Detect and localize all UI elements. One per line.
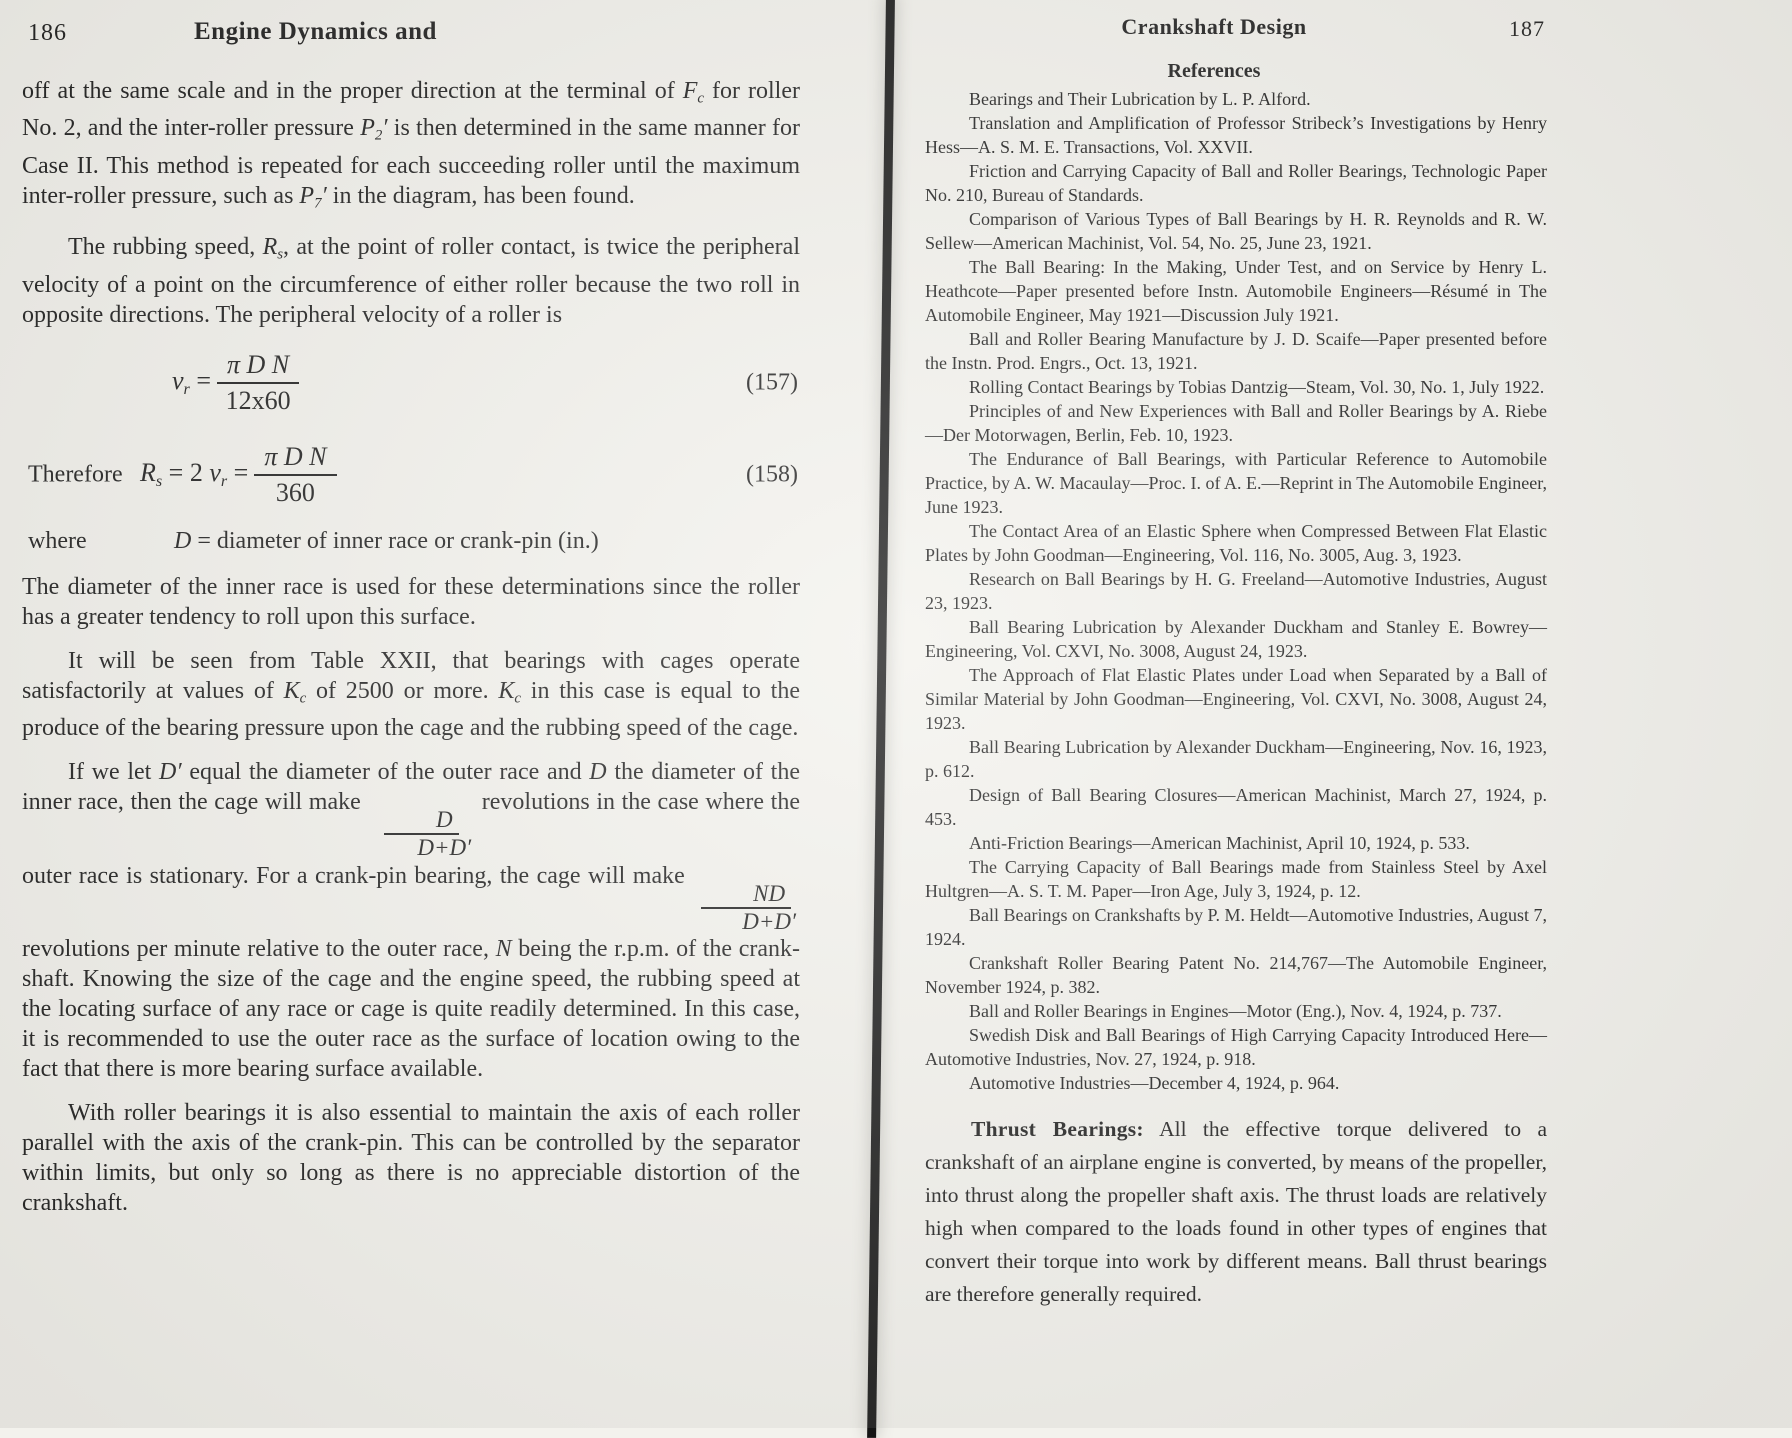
left-running-header xyxy=(22,18,800,54)
left-page-number: 186 xyxy=(28,20,67,46)
equation-lhs: Rs = 2 vr = xyxy=(140,458,249,491)
equation-number: (158) xyxy=(746,461,798,488)
fraction-denominator: 360 xyxy=(275,477,315,507)
equation-158 xyxy=(22,436,800,514)
equation-label: Therefore xyxy=(28,461,123,488)
right-running-title: Crankshaft Design xyxy=(1121,14,1307,39)
reference-item: Anti-Friction Bearings—American Machinist, April 10, 1924, p. 533. xyxy=(969,833,1470,853)
paragraph: The rubbing speed, Rs, at the point of roller contact, is twice the peripheral velocity of a point on the circumference of either roller because the two roll in opposite directions. The peripheral velocity of a roller is xyxy=(22,234,800,328)
reference-item: Ball and Roller Bearings in Engines—Motor (Eng.), Nov. 4, 1924, p. 737. xyxy=(969,1001,1502,1021)
paragraph: The diameter of the inner race is used for these determinations since the roller has a greater tendency to roll upon this surface. xyxy=(22,573,800,630)
fraction-numerator: π D N xyxy=(217,350,299,384)
equation-lhs: vr = xyxy=(172,366,211,399)
reference-item: Automotive Industries—December 4, 1924, p. 964. xyxy=(969,1073,1340,1093)
reference-item: Ball Bearing Lubrication by Alexander Duckham—Engineering, Nov. 16, 1923, p. 612. xyxy=(925,737,1547,781)
paragraph: With roller bearings it is also essential to maintain the axis of each roller parallel with the axis of the crank-pin. This can be controlled by the separator within limits, but only so long as there is no appreciable distortion of the crankshaft. xyxy=(22,1099,800,1216)
reference-item: The Approach of Flat Elastic Plates under Load when Separated by a Ball of Similar Material by John Goodman—Engineering, Vol. CXVI, No. 3008, August 24, 1923. xyxy=(925,665,1547,733)
page-gutter-divider xyxy=(867,0,895,1438)
thrust-bearings-paragraph xyxy=(925,1113,1547,1311)
inline-fraction: $\frac{D}{D+D'}$ xyxy=(371,808,471,860)
reference-item: Crankshaft Roller Bearing Patent No. 214,767—The Automobile Engineer, November 1924, p. 382. xyxy=(925,953,1547,997)
reference-item: Ball Bearing Lubrication by Alexander Duckham and Stanley E. Bowrey—Engineering, Vol. CXVI, No. 3008, August 24, 1923. xyxy=(925,617,1547,661)
left-page xyxy=(22,18,800,1218)
reference-item: Comparison of Various Types of Ball Bearings by H. R. Reynolds and R. W. Sellew—American Machinist, Vol. 54, No. 25, June 23, 1921. xyxy=(925,209,1547,253)
fraction-denominator: 12x60 xyxy=(225,385,291,415)
thrust-bearings-heading: Thrust Bearings: xyxy=(971,1117,1144,1141)
references-heading: References xyxy=(1167,60,1261,82)
reference-item: Swedish Disk and Ball Bearings of High Carrying Capacity Introduced Here—Automotive Industries, Nov. 27, 1924, p. 918. xyxy=(925,1025,1547,1069)
right-page xyxy=(925,14,1547,1333)
reference-item: The Contact Area of an Elastic Sphere when Compressed Between Flat Elastic Plates by John Goodman—Engineering, Vol. 116, No. 3005, Aug. 3, 1923. xyxy=(925,521,1547,565)
reference-item: Rolling Contact Bearings by Tobias Dantzig—Steam, Vol. 30, No. 1, July 1922. xyxy=(969,377,1545,397)
paragraph: It will be seen from Table XXII, that bearings with cages operate satisfactorily at values of Kc of 2500 or more. Kc in this case is equal to the produce of the bearing pressure upon the cage and the rubbing speed of the cage. xyxy=(22,647,800,742)
fraction xyxy=(254,442,336,508)
reference-item: Design of Ball Bearing Closures—American Machinist, March 27, 1924, p. 453. xyxy=(925,785,1547,829)
reference-item: Principles of and New Experiences with Ball and Roller Bearings by A. Riebe—Der Motorwagen, Berlin, Feb. 10, 1923. xyxy=(925,401,1547,445)
reference-item: The Endurance of Ball Bearings, with Particular Reference to Automobile Practice, by A. W. Macaulay—Proc. I. of A. E.—Reprint in The Automobile Engineer, June 1923. xyxy=(925,449,1547,517)
reference-item: Bearings and Their Lubrication by L. P. Alford. xyxy=(969,89,1311,109)
equation-where-line xyxy=(22,524,800,558)
references-list xyxy=(925,87,1547,1095)
reference-item: Research on Ball Bearings by H. G. Freeland—Automotive Industries, August 23, 1923. xyxy=(925,569,1547,613)
reference-item: Ball Bearings on Crankshafts by P. M. Heldt—Automotive Industries, August 7, 1924. xyxy=(925,905,1547,949)
fraction-numerator: π D N xyxy=(254,442,336,476)
fraction xyxy=(217,350,299,416)
reference-item: The Ball Bearing: In the Making, Under Test, and on Service by Henry L. Heathcote—Paper presented before Instn. Automobile Engineers—Résumé in The Automobile Engineer, May 1921—Discussion July 1921. xyxy=(925,257,1547,325)
reference-item: Translation and Amplification of Professor Stribeck’s Investigations by Henry Hess—A. S. M. E. Transactions, Vol. XXVII. xyxy=(925,113,1547,157)
right-running-header xyxy=(925,14,1547,48)
reference-item: Friction and Carrying Capacity of Ball and Roller Bearings, Technologic Paper No. 210, Bureau of Standards. xyxy=(925,161,1547,205)
right-page-number: 187 xyxy=(1509,16,1545,41)
equation-number: (157) xyxy=(746,369,798,396)
paragraph: off at the same scale and in the proper direction at the terminal of Fc for roller No. 2, and the inter-roller pressure P2′ is then determined in the same manner for Case II. This method is repeated for each succeeding roller until the maximum inter-roller pressure, such as P7′ in the diagram, has been found. xyxy=(22,78,800,212)
left-running-title: Engine Dynamics and xyxy=(194,18,437,45)
equation-157 xyxy=(22,344,800,422)
inline-fraction: $\frac{ND}{D+D'}$ xyxy=(696,882,796,934)
reference-item: Ball and Roller Bearing Manufacture by J. D. Scaife—Paper presented before the Instn. Prod. Engrs., Oct. 13, 1921. xyxy=(925,329,1547,373)
reference-item: The Carrying Capacity of Ball Bearings made from Stainless Steel by Axel Hultgren—A. S. T. M. Paper—Iron Age, July 3, 1924, p. 12. xyxy=(925,857,1547,901)
where-definition: D = diameter of inner race or crank-pin (in.) xyxy=(174,527,599,554)
thrust-bearings-body: All the effective torque delivered to a crankshaft of an airplane engine is converted, by means of the propeller, into thrust along the propeller shaft axis. The thrust loads are relatively high when compared to the loads found in other types of engines that convert their torque into work by different means. Ball thrust bearings are therefore generally required. xyxy=(925,1117,1548,1306)
where-label: where xyxy=(28,527,87,554)
paragraph: If we let D′ equal the diameter of the outer race and D the diameter of the inner race, then the cage will make $\frac{D}{D+D'}$ revolutions in the case where the outer race is stationary. For a crank-pin bearing, the cage will make $\frac{ND}{D+D'}$ revolutions per minute relative to the outer race, N being the r.p.m. of the crank-shaft. Knowing the size of the cage and the engine speed, the rubbing speed at the locating surface of any race or cage is quite readily determined. In this case, it is recommended to use the outer race as the surface of location owing to the fact that there is more bearing surface available. xyxy=(22,759,801,1082)
